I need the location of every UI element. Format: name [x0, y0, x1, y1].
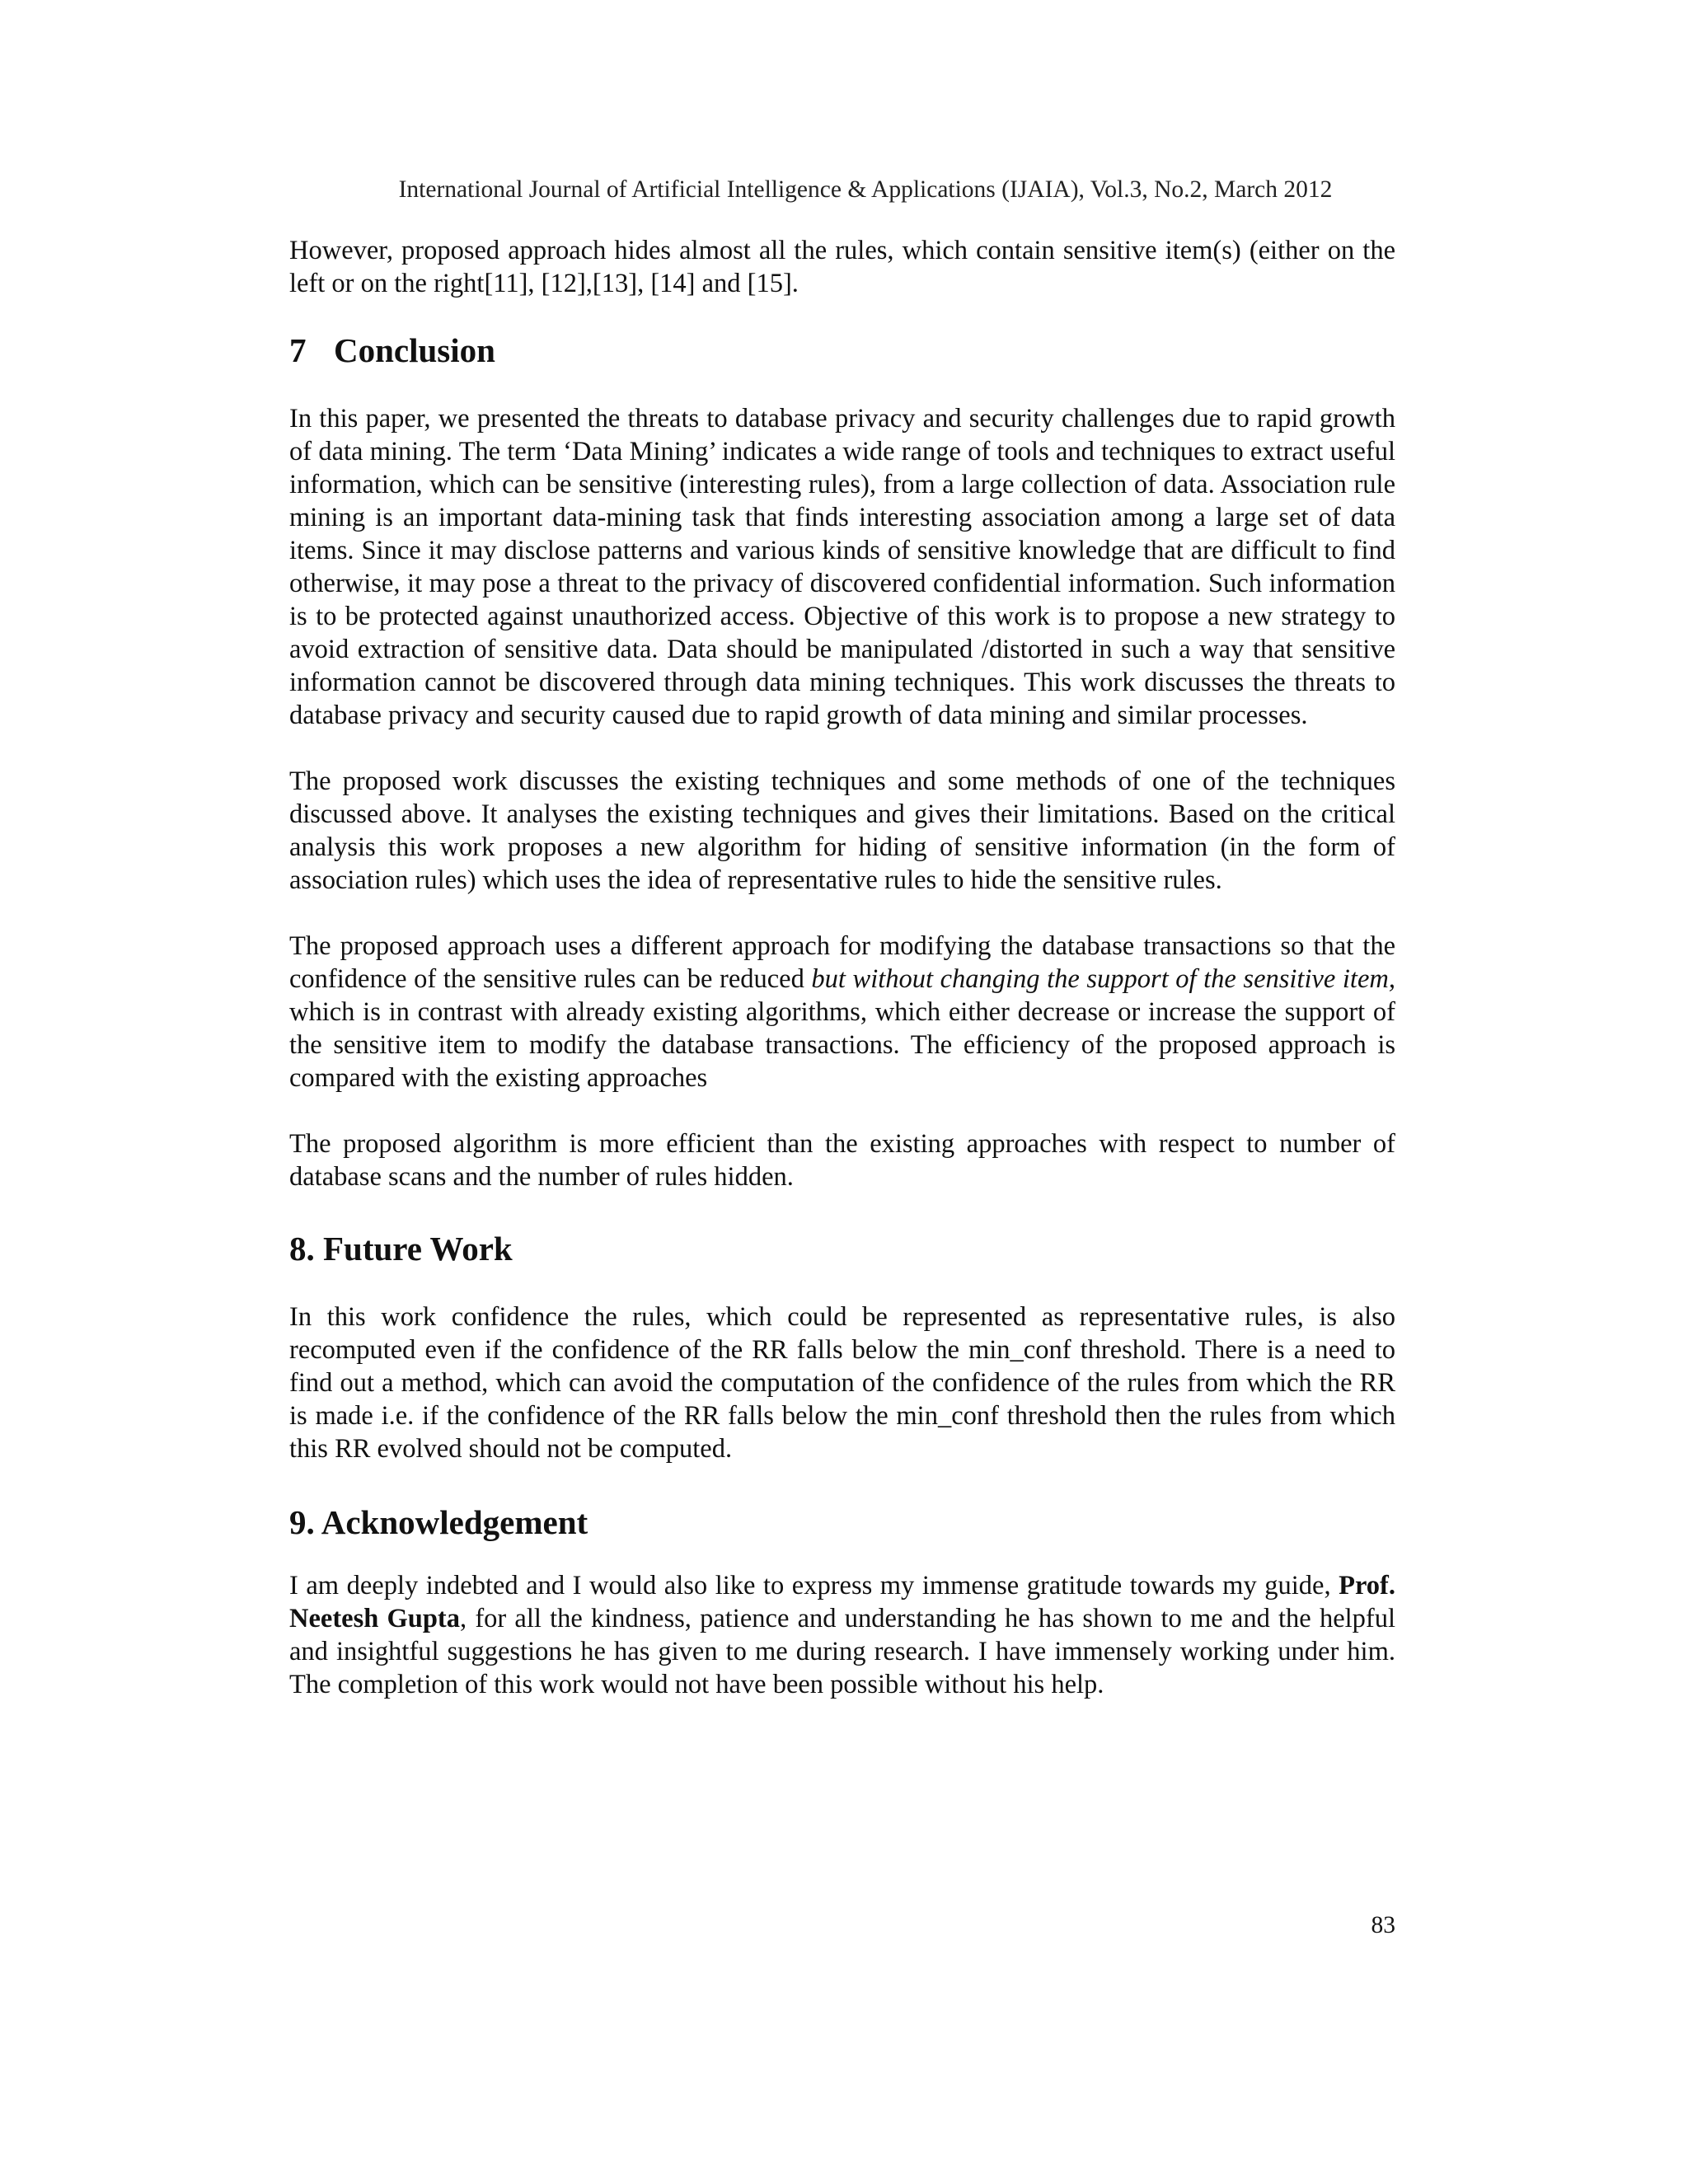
paragraph-text: I am deeply indebted and I would also like to express my immense gratitude towards my guide,	[289, 1571, 1339, 1601]
guide-name: Prof. Neetesh Gupta	[289, 1571, 1395, 1633]
section-heading-acknowledgement: 9. Acknowledgement	[289, 1503, 588, 1541]
intro-paragraph: However, proposed approach hides almost all the rules, which contain sensitive item(s) (either on the left or on the right[11], [12],[13], [14] and [15].	[289, 236, 1395, 298]
paragraph-text: , for all the kindness, patience and understanding he has shown to me and the helpful and insightful suggestions he has given to me during research. I have immensely working under him. The completion of this work would not have been possible without his help.	[289, 1604, 1395, 1699]
acknowledgement-paragraph	[289, 1569, 1395, 1701]
section-heading-future-work: 8. Future Work	[289, 1230, 513, 1268]
section-number: 7	[289, 331, 307, 369]
future-work-paragraph: In this work confidence the rules, which could be represented as representative rules, is also recomputed even if the confidence of the RR falls below the min_conf threshold. There is a need to find out a method, which can avoid the computation of the confidence of the rules from which the RR is made i.e. if the confidence of the RR falls below the min_conf threshold then the rules from which this RR evolved should not be computed.	[289, 1302, 1395, 1464]
journal-header: International Journal of Artificial Intelligence & Applications (IJAIA), Vol.3, No.2, March 2012	[398, 176, 1333, 203]
paragraph-text: The proposed approach uses a different approach for modifying the database transactions so that the confidence of the sensitive rules can be reduced	[289, 931, 1395, 994]
page-body	[289, 234, 1395, 1701]
emphasis-text: but without changing the support of the sensitive item,	[811, 964, 1395, 994]
conclusion-paragraph-4: The proposed algorithm is more efficient than the existing approaches with respect to number of database scans and the number of rules hidden.	[289, 1129, 1395, 1192]
conclusion-paragraph-3	[289, 930, 1395, 1094]
conclusion-paragraph-1: In this paper, we presented the threats to database privacy and security challenges due to rapid growth of data mining. The term ‘Data Mining’ indicates a wide range of tools and techniques to extract useful information, which can be sensitive (interesting rules), from a large collection of data. Association rule mining is an important data-mining task that finds interesting association among a large set of data items. Since it may disclose patterns and various kinds of sensitive knowledge that are difficult to find otherwise, it may pose a threat to the privacy of discovered confidential information. Such information is to be protected against unauthorized access. Objective of this work is to propose a new strategy to avoid extraction of sensitive data. Data should be manipulated /distorted in such a way that sensitive information cannot be discovered through data mining techniques. This work discusses the threats to database privacy and security caused due to rapid growth of data mining and similar processes.	[289, 404, 1395, 730]
section-heading-conclusion	[289, 330, 1395, 371]
conclusion-paragraph-2: The proposed work discusses the existing techniques and some methods of one of the techniques discussed above. It analyses the existing techniques and gives their limitations. Based on the critical analysis this work proposes a new algorithm for hiding of sensitive information (in the form of association rules) which uses the idea of representative rules to hide the sensitive rules.	[289, 766, 1395, 895]
section-title: Conclusion	[334, 331, 495, 369]
page-number: 83	[1371, 1912, 1395, 1938]
paragraph-text: which is in contrast with already existing algorithms, which either decrease or increase the support of the sensitive item to modify the database transactions. The efficiency of the proposed approach is compared with the existing approaches	[289, 997, 1395, 1093]
